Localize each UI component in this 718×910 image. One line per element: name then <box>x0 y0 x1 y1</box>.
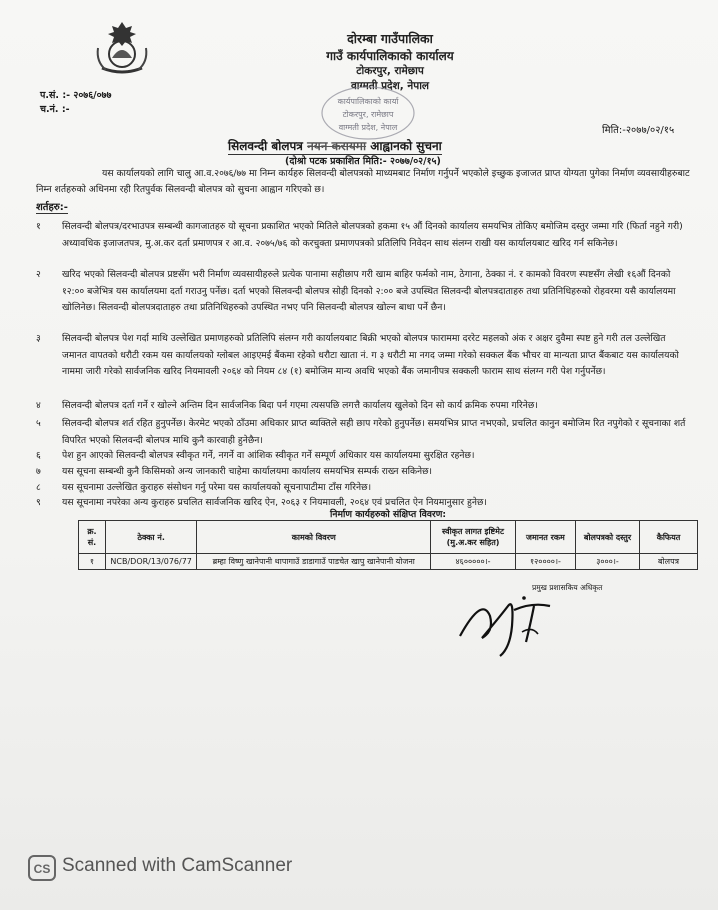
table-cell: ४६०००००।- <box>431 554 516 570</box>
office-province: वाग्मती प्रदेश, नेपाल <box>350 80 430 92</box>
title-part-2: आह्वानको सुचना <box>370 139 442 153</box>
condition-item <box>36 219 692 252</box>
condition-number: ७ <box>36 466 41 477</box>
dispatch-number: च.नं. :- <box>40 104 70 115</box>
condition-text: सिलवन्दी बोलपत्र शर्त रहित हुनुपर्नेछ। केरमेट भएको ठाँउमा अधिकार प्राप्त ब्यक्तिले सही छाप गरेको हुनुपर्नेछ। समयभित्र प्राप्त नभएको, प्रचलित कानुन बमोजिम रित नपुगेको र सूचनाका शर्त विपरित भएको सिलवन्दी बोलपत्र माथि कुनै कारवाही हुनेछैन। <box>62 418 686 446</box>
table-cell: १२००००।- <box>515 554 575 570</box>
nepal-emblem-icon <box>92 18 152 76</box>
table-header-cell: स्वीकृत लागत इष्टिमेट (मु.अ.कर सहित) <box>431 521 516 554</box>
condition-text: यस सूचनामा नपरेका अन्य कुराहरु प्रचलित सार्वजनिक खरिद ऐन, २०६३ र नियमावली, २०६४ एवं प्रचलित ऐन नियमानुसार हुनेछ। <box>62 497 487 508</box>
condition-number: ८ <box>36 482 41 493</box>
condition-number: ३ <box>36 333 41 344</box>
svg-text:कार्यपालिकाको कार्या: कार्यपालिकाको कार्या <box>337 97 399 106</box>
signatory-title: प्रमुख प्रशासकिय अधिकृत <box>532 583 603 592</box>
table-header-cell: कैफियत <box>640 521 698 554</box>
office-name: गाउँ कार्यपालिकाको कार्यालय <box>326 49 454 63</box>
office-location: टोकरपुर, रामेछाप <box>356 65 424 77</box>
letter-number: प.सं. :- २०७६/०७७ <box>40 90 112 101</box>
title-part-1: सिलवन्दी बोलपत्र <box>228 139 303 153</box>
title-struck-text: नयन करायमा <box>307 139 367 153</box>
intro-paragraph: यस कार्यालयको लागि चालु आ.व.२०७६/७७ मा निम्न कार्यहरु सिलवन्दी बोलपत्रको माध्यमबाट निर्माण गर्नुपर्ने भएकोले इच्छुक इजाजत प्राप्त योग्यता पुगेका निर्माण व्यवसायीहरुबाट निम्न शर्तहरुको अधिनमा रही रितपुर्वक सिलवन्दी बोलपत्र को सुचना आह्वान गरिएको छ। <box>36 168 690 195</box>
svg-text:CS: CS <box>33 862 51 876</box>
notice-title <box>228 137 442 155</box>
condition-text: सिलवन्दी बोलपत्र दर्ता गर्ने र खोल्ने अन्तिम दिन सार्वजनिक बिदा पर्न गएमा त्यसपछि लगत्तै कार्यालय खुलेको दिन सो कार्य क्रमिक रुपमा गरिनेछ। <box>62 400 538 411</box>
conditions-heading: शर्तहरु:- <box>36 199 68 214</box>
camscanner-logo-icon <box>28 855 56 881</box>
condition-item <box>36 464 692 481</box>
condition-number: ९ <box>36 497 41 508</box>
table-header-cell: कामको विवरण <box>197 521 431 554</box>
table-header-cell: जमानत रकम <box>515 521 575 554</box>
municipality-name: दोरम्बा गाउँपालिका <box>347 31 433 46</box>
condition-item <box>36 416 692 449</box>
condition-item <box>36 398 692 415</box>
condition-item <box>36 331 692 381</box>
table-cell: बोलपत्र <box>640 554 698 570</box>
table-cell: ब्रम्हा विष्णु खानेपानी थापागाउँ डाडागाउँ पाडचेत खापु खानेपानी योजना <box>197 554 431 570</box>
condition-text: सिलवन्दी बोलपत्र पेश गर्दा माथि उल्लेखित प्रमाणहरुको प्रतिलिपि संलग्न गरी कार्यालयबाट बिक्री भएको बोलपत्र फाराममा दररेट महलको अंक र अक्षर दुवैमा स्पष्ट हुने गरी तल उल्लेखित जमानत वापतको धरौटी रकम यस कार्यालयको ग्लोबल आइएमई बैंकमा रहेको धरौटा खाता नं. ग ३ धरौटी मा नगद जम्मा गरेको सक्कल बैंक भौचर वा मान्यता प्राप्त बैंकबाट यस कार्यालयको नाममा जारी गरेको सार्वजनिक खरिद नियमावली २०६४ को नियम ८४ (१) बमोजिम मान्य अवधि भएको बैंक जमानीपत्र सक्कली फाराम साथ संलग्न गरी पेश गर्नुपर्नेछ। <box>62 333 679 377</box>
svg-text:वाग्मती प्रदेश, नेपाल: वाग्मती प्रदेश, नेपाल <box>338 123 398 132</box>
condition-number: ५ <box>36 418 41 429</box>
condition-text: पेश हुन आएको सिलवन्दी बोलपत्र स्वीकृत गर्ने, नगर्ने वा आंशिक स्वीकृत गर्ने सम्पूर्ण अधिकार यस कार्यालयमा सुरक्षित रहनेछ। <box>62 450 475 461</box>
condition-text: यस सूचना सम्बन्धी कुनै किसिमको अन्य जानकारी चाहेमा कार्यालयमा कार्यालय समयभित्र सम्पर्क राख्न सकिनेछ। <box>62 466 433 477</box>
camscanner-watermark: Scanned with CamScanner <box>62 855 293 876</box>
signature-icon <box>452 576 572 666</box>
condition-number: १ <box>36 221 41 232</box>
office-stamp-icon <box>318 84 418 142</box>
condition-text: यस सूचनामा उल्लेखित कुराहरु संसोधन गर्नु परेमा यस कार्यालयको सूचनापाटीमा टाँस गरिनेछ। <box>62 482 372 493</box>
condition-number: २ <box>36 269 41 280</box>
table-header-row <box>79 521 698 554</box>
table-cell: १ <box>79 554 106 570</box>
svg-text:टोकरपुर, रामेछाप: टोकरपुर, रामेछाप <box>342 110 394 119</box>
condition-text: खरिद भएको सिलवन्दी बोलपत्र प्रष्टसँग भरी निर्माण व्यवसायीहरुले प्रत्येक पानामा सहीछाप गरी खाम बाहिर फर्मको नाम, ठेगाना, ठेक्का नं. र कामको विवरण स्पष्टसँग लेखी १६औं दिनको १२:०० बजेभित्र यस कार्यालयमा दर्ता गराउनु पर्नेछ। दर्ता भएको सिलवन्दी बोलपत्र सोही दिनको २:०० बजे उपस्थित सिलवन्दी बोलपत्रदाताहरु तथा प्रतिनिधिहरुको रोहवरमा यसै कार्यालयमा खोलिनेछ। सिलवन्दी बोलपत्रदाताहरु तथा प्रतिनिधिहरुको उपस्थित नभए पनि सिलवन्दी बोलपत्र खोल्न बाधा पर्ने छैन। <box>62 269 676 313</box>
works-table <box>78 520 698 570</box>
table-header-cell: क्र. सं. <box>79 521 106 554</box>
notice-subtitle: (दोश्रो पटक प्रकाशित मिति:- २०७७/०२/१५) <box>285 156 441 167</box>
table-cell: NCB/DOR/13/076/77 <box>105 554 197 570</box>
table-row <box>79 554 698 570</box>
condition-number: ६ <box>36 450 41 461</box>
condition-item <box>36 267 692 317</box>
table-cell: ३०००।- <box>575 554 639 570</box>
works-table-title: निर्माण कार्यहरुको संक्षिप्त विवरण: <box>330 509 447 520</box>
notice-date: मिति:-२०७७/०२/१५ <box>602 125 675 136</box>
condition-text: सिलवन्दी बोलपत्र/दरभाउपत्र सम्बन्धी कागजातहरु यो सूचना प्रकाशित भएको मितिले बोलपत्रको हकमा १५ औं दिनको कार्यालय समयभित्र तोकिए बमोजिम दस्तुर जम्मा गरि (फिर्ता नहुने गरी) अध्यावधिक इजाजतपत्र, मु.अ.कर दर्ता प्रमाणपत्र र आ.व. २०७५/७६ को करचुक्ता प्रमाणपत्रको प्रतिलिपि निवेदन साथ संलग्न राखी यस कार्यालयबाट खरिद गर्न सकिनेछ। <box>62 221 683 249</box>
condition-number: ४ <box>36 400 41 411</box>
table-header-cell: बोलपत्रको दस्तुर <box>575 521 639 554</box>
table-header-cell: ठेक्का नं. <box>105 521 197 554</box>
condition-item <box>36 448 692 465</box>
